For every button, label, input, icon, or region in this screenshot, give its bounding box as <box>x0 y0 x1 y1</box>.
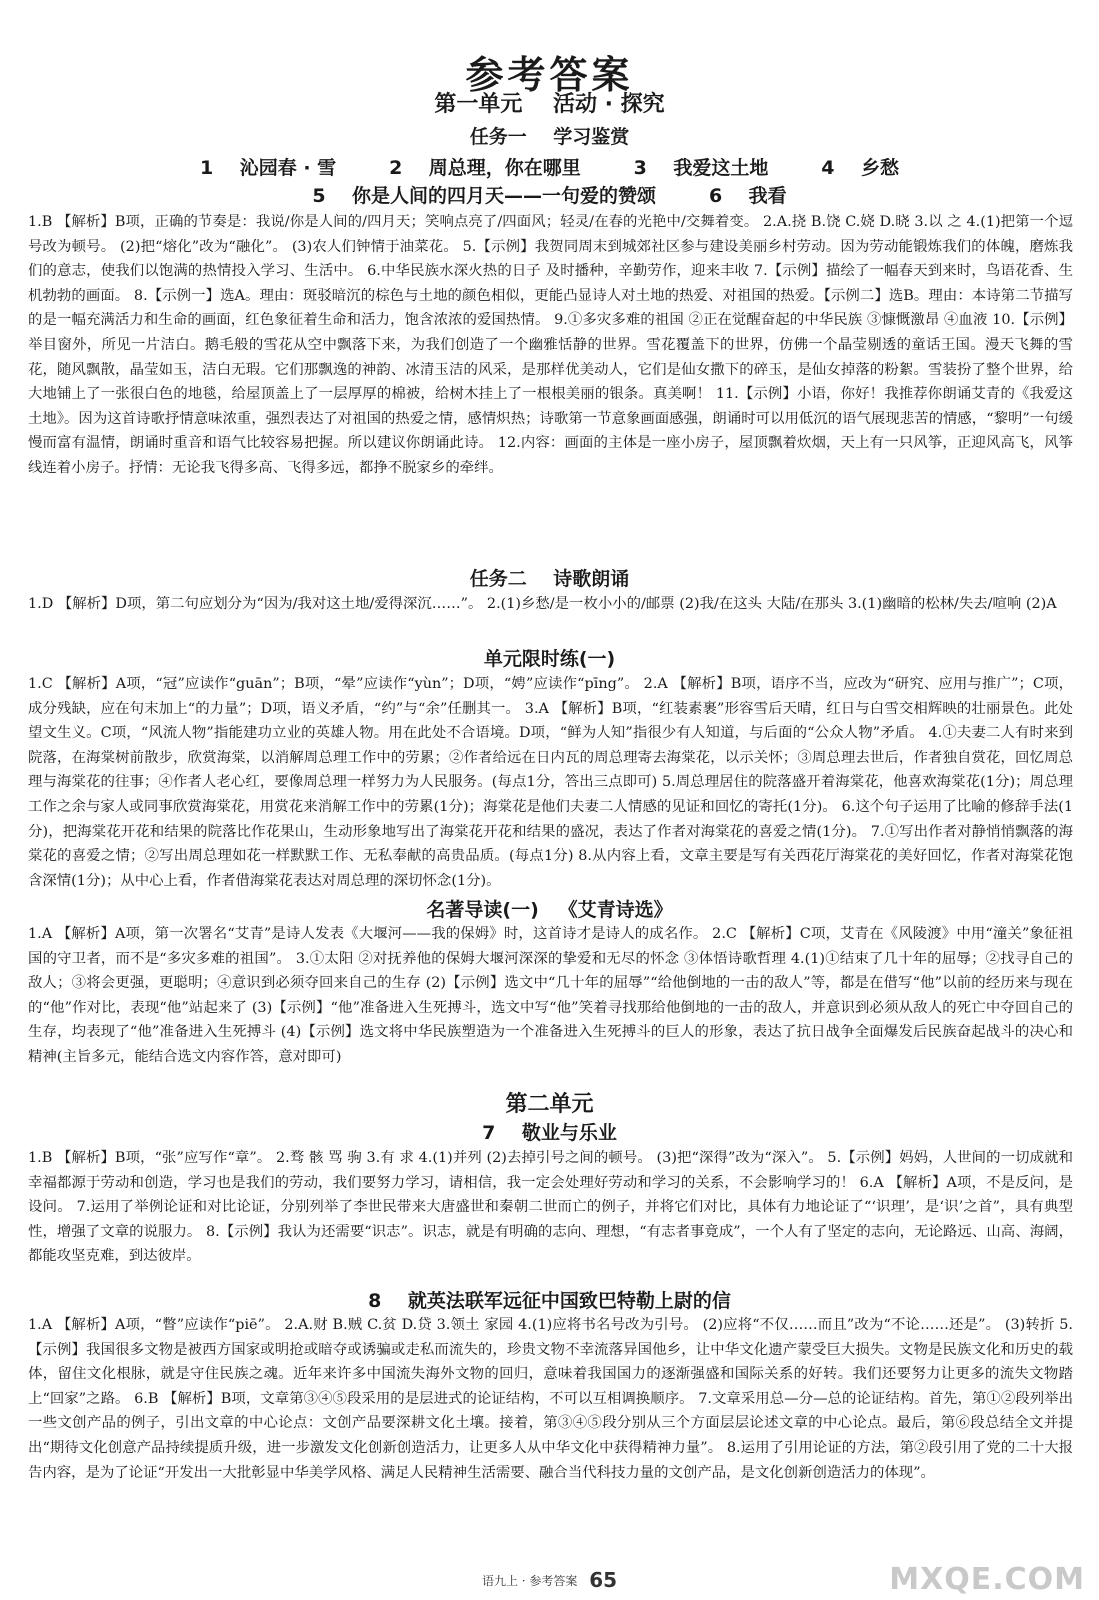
lesson-list-heading: 5 你是人间的四月天——一句爱的赞颂 6 我看 <box>312 185 787 207</box>
page-number: 65 <box>589 1568 618 1592</box>
unit-heading: 第一单元 活动 · 探究 <box>434 92 665 117</box>
footer-label: 语九上 · 参考答案 <box>481 1574 578 1588</box>
lesson-heading: 7 敬业与乐业 <box>482 1122 617 1144</box>
page-title: 参考答案 <box>465 53 634 97</box>
lesson-list-heading: 1 沁园春 · 雪 2 周总理，你在哪里 3 我爱这土地 4 乡愁 <box>200 157 899 179</box>
section-heading: 名著导读(一) 《艾青诗选》 <box>426 899 673 921</box>
answer-paragraph: 1.B 【解析】B项，“张”应写作“章”。 2.骛 骸 骂 驹 3.有 求 4.(1)并列 (2)去掉引号之间的顿号。 (3)把“深得”改为“深入”。 5.【示例】妈妈，人世间的一切成就和幸福都源于劳动和创造，学习也是我们的劳动，我们要努力学习，请相信，我一定会处理好劳动和学习的关系，不会影响学习的！ 6.A 【解析】A项，不是反问，是设问。 7.运用了举例论证和对比论证，分别列举了李世民带来大唐盛世和秦朝二世而亡的例子，并将它们对比，具体有力地论证了“‘识理’，是‘识’之首”，具有典型性，增强了文章的说服力。 8.【示例】我认为还需要“识志”。识志，就是有明确的志向、理想，“有志者事竟成”，一个人有了坚定的志向，无论路远、山高、海阔，都能攻坚克难，到达彼岸。 <box>28 1150 1073 1265</box>
task-heading: 任务一 学习鉴赏 <box>469 126 630 148</box>
unit-heading: 第二单元 <box>505 1092 594 1117</box>
answer-paragraph: 1.D 【解析】D项，第二句应划分为“因为/我对这土地/爱得深沉……”。 2.(1)乡愁/是一枚小小的/邮票 (2)我/在这头 大陆/在那头 3.(1)幽暗的松林/失去/喧响 (2)A <box>28 596 1057 612</box>
watermark: MXQE.COM <box>889 1562 1085 1597</box>
answer-paragraph: 1.A 【解析】A项，“瞥”应读作“piē”。 2.A.财 B.贼 C.贫 D.贷 3.领土 家园 4.(1)应将书名号改为引号。 (2)应将“不仅……而且”改为“不论……还是”。 (3)转折 5.【示例】我国很多文物是被西方国家或明抢或暗夺或诱骗或走私而流失的，珍贵文物不幸流落异国他乡，让中华文化遗产蒙受巨大损失。文物是民族文化和历史的载体，留住文化根脉，就是守住民族之魂。近年来许多中国流失海外文物的回归，意味着我国国力的逐渐强盛和国际关系的好转。我们还要努力让更多的流失文物踏上“回家”之路。 6.B 【解析】B项，文章第③④⑤段采用的是层进式的论证结构，不可以互相调换顺序。 7.文章采用总—分—总的论证结构。首先，第①②段列举出一些文创产品的例子，引出文章的中心论点：文创产品要深耕文化土壤。接着，第③④⑤段分别从三个方面层层论述文章的中心论点。最后，第⑥段总结全文并提出“期待文化创意产品持续提质升级，进一步激发文化创新创造活力，让更多人从中华文化中获得精神力量”。 8.运用了引用论证的方法，第②段引用了党的二十大报告内容，是为了论证“开发出一大批彰显中华美学风格、满足人民精神生活需要、融合当代科技力量的文创产品，是文化创新创造活力的体现”。 <box>28 1317 1073 1481</box>
lesson-heading: 8 就英法联军远征中国致巴特勒上尉的信 <box>368 1290 731 1312</box>
task-heading: 任务二 诗歌朗诵 <box>469 568 630 590</box>
answer-paragraph: 1.C 【解析】A项，“冠”应读作“guān”；B项，“晕”应读作“yùn”；D项，“娉”应读作“pīng”。 2.A 【解析】B项，语序不当，应改为“研究、应用与推广”；C项，成分残缺，应在句末加上“的力量”；D项，语义矛盾，“约”与“余”任删其一。 3.A 【解析】B项，“红装素裹”形容雪后天晴，红日与白雪交相辉映的壮丽景色。此处望文生义。C项，“风流人物”指能建功立业的英雄人物。用在此处不合语境。D项，“鲜为人知”指很少有人知道，与后面的“公众人物”矛盾。 4.①夫妻二人有时来到院落，在海棠树前散步，欣赏海棠，以消解周总理工作中的劳累；②作者给远在日内瓦的周总理寄去海棠花，以示关怀；③周总理去世后，作者独自赏花，回忆周总理与海棠花的往事；④作者人老心红，要像周总理一样努力为人民服务。(每点1分，答出三点即可) 5.周总理居住的院落盛开着海棠花，他喜欢海棠花(1分)；周总理工作之余与家人或同事欣赏海棠花，用赏花来消解工作中的劳累(1分)；海棠花是他们夫妻二人情感的见证和回忆的寄托(1分)。 6.这个句子运用了比喻的修辞手法(1分)，把海棠花开花和结果的院落比作花果山，生动形象地写出了海棠花开花和结果的盛况，表达了作者对海棠花的喜爱之情(1分)。 7.①写出作者对静悄悄飘落的海棠花的喜爱之情；②写出周总理如花一样默默工作、无私奉献的高贵品质。(每点1分) 8.从内容上看，文章主要是写有关西花厅海棠花的美好回忆，作者对海棠花饱含深情(1分)；从中心上看，作者借海棠花表达对周总理的深切怀念(1分)。 <box>28 676 1073 889</box>
answer-paragraph: 1.B 【解析】B项，正确的节奏是：我说/你是人间的/四月天；笑响点亮了/四面风；轻灵/在春的光艳中/交舞着变。 2.A.挠 B.饶 C.娆 D.晓 3.以 之 4.(1)把第一个逗号改为顿号。 (2)把“熔化”改为“融化”。 (3)农人们钟情于油菜花。 5.【示例】我贺同周末到城郊社区参与建设美丽乡村劳动。因为劳动能锻炼我们的体魄，磨炼我们的意志，使我们以饱满的热情投入学习、生活中。 6.中华民族水深火热的日子 及时播种，辛勤劳作，迎来丰收 7.【示例】描绘了一幅春天到来时，鸟语花香、生机勃勃的画面。 8.【示例一】选A。理由：斑驳暗沉的棕色与土地的颜色相似，更能凸显诗人对土地的热爱、对祖国的热爱。【示例二】选B。理由：本诗第二节描写的是一幅充满活力和生命的画面，红色象征着生命和活力，饱含浓浓的爱国热情。 9.①多灾多难的祖国 ②正在觉醒奋起的中华民族 ③慷慨激昂 ④血液 10.【示例】举目窗外，所见一片洁白。鹅毛般的雪花从空中飘落下来，为我们创造了一个幽雅恬静的世界。雪花覆盖下的世界，仿佛一个晶莹剔透的童话王国。漫天飞舞的雪花，随风飘散，晶莹如玉，洁白无瑕。它们那飘逸的神韵、冰清玉洁的风采，是那样优美动人，它们是仙女撒下的碎玉，是仙女掉落的粉絮。雪装扮了整个世界，给大地铺上了一张很白色的地毯，给屋顶盖上了一层厚厚的棉被，给树木挂上了一根根美丽的银条。真美啊！ 11.【示例】小语，你好！我推荐你朗诵艾青的《我爱这土地》。因为这首诗歌抒情意味浓重，强烈表达了对祖国的热爱之情，感情炽热；诗歌第一节意象画面感强，朗诵时可以用低沉的语气展现悲苦的情感，“黎明”一句缓慢而富有温情，朗诵时重音和语气比较容易把握。所以建议你朗诵此诗。 12.内容：画面的主体是一座小房子，屋顶飘着炊烟，天上有一只风筝，正迎风高飞，风筝线连着小房子。抒情：无论我飞得多高、飞得多远，都挣不脱家乡的牵绊。 <box>28 214 1073 476</box>
answer-paragraph: 1.A 【解析】A项，第一次署名“艾青”是诗人发表《大堰河——我的保姆》时，这首诗才是诗人的成名作。 2.C 【解析】C项，艾青在《风陵渡》中用“潼关”象征祖国的守卫者，而不是“多灾多难的祖国”。 3.①太阳 ②对抚养他的保姆大堰河深深的挚爱和无尽的怀念 ③体悟诗歌哲理 4.(1)①结束了几十年的屈辱；②找寻自己的敌人；③将会更强，更聪明；④意识到必须夺回来自己的生存 (2)【示例】选文中“几十年的屈辱”“给他倒地的一击的敌人”等，都是在借写“他”以前的经历来与现在的“他”作对比，表现“他”站起来了 (3)【示例】“他”准备进入生死搏斗，选文中写“他”笑着寻找那给他倒地的一击的敌人，并意识到必须从敌人的死亡中夺回自己的生存，均表现了“他”准备进入生死搏斗 (4)【示例】选文将中华民族塑造为一个准备进入生死搏斗的巨人的形象，表达了抗日战争全面爆发后民族奋起战斗的决心和精神(主旨多元，能结合选文内容作答，意对即可) <box>28 926 1073 1065</box>
section-heading: 单元限时练(一) <box>483 648 616 670</box>
